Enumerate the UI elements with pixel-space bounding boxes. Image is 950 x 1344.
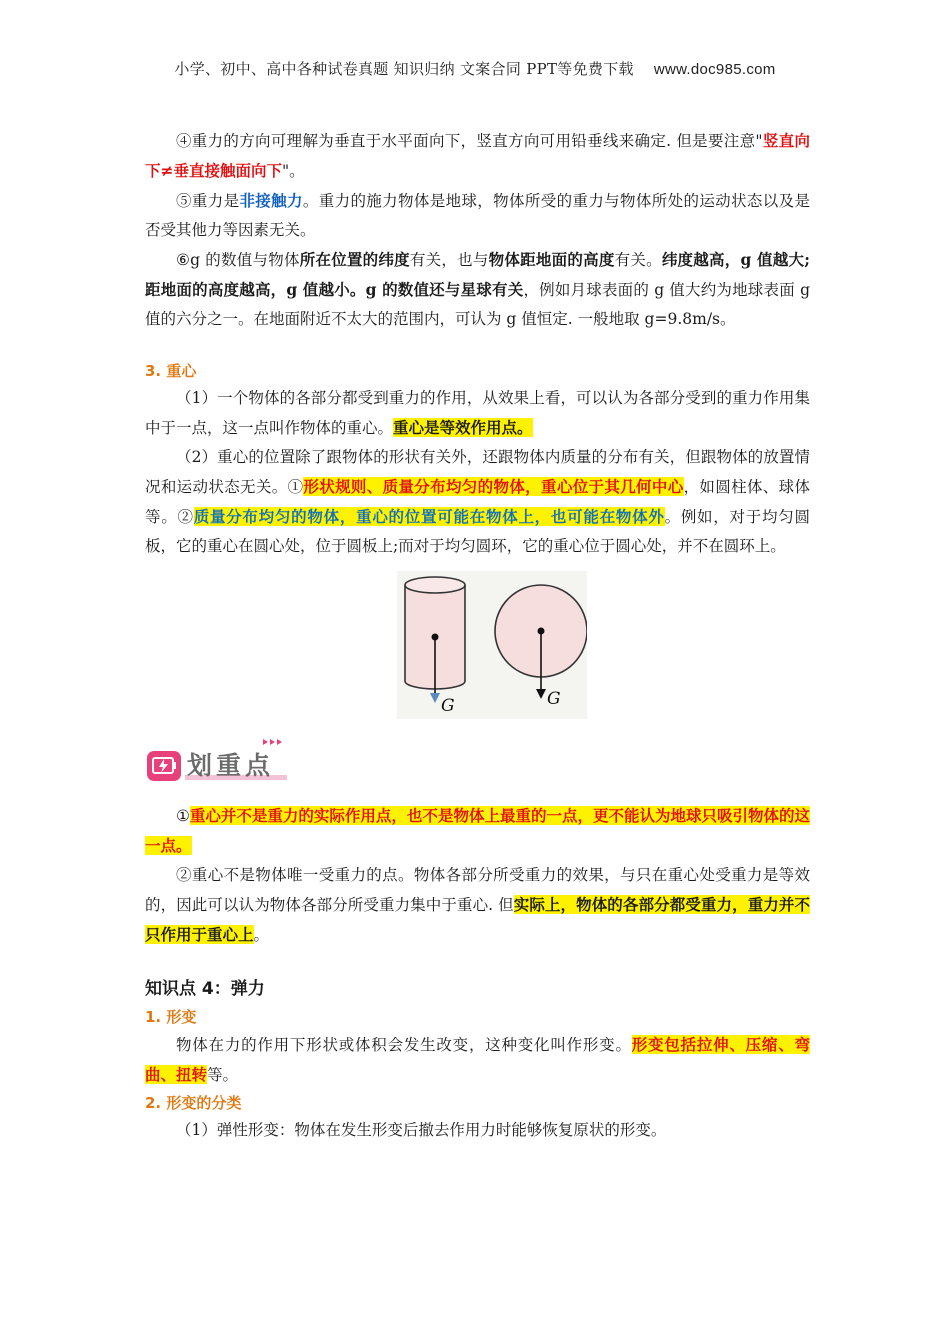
text: 。 <box>253 926 270 944</box>
text: 。例如，对于均匀圆板，它的重心在圆心处，位于圆板上;而对于均匀圆环，它的重心位于圆心处，并不在圆环上。 <box>145 508 810 555</box>
lightning-battery-icon <box>147 751 181 781</box>
cylinder-g-label: G <box>441 696 455 716</box>
header-text: 小学、初中、高中各种试卷真题 知识归纳 文案合同 PPT等免费下载 <box>174 60 634 78</box>
header-url[interactable]: www.doc985.com <box>653 61 776 78</box>
text: ，如圆柱体、球体等。② <box>145 478 810 526</box>
highlight-red: 形变包括拉伸、压缩、弯曲、扭转 <box>145 1035 810 1084</box>
bold-text: 所在位置的纬度 <box>299 250 410 269</box>
bold-text: 物体距地面的高度 <box>488 250 615 269</box>
paragraph-g-value <box>145 245 810 334</box>
cog-figure <box>397 571 587 719</box>
document-body <box>145 126 810 1145</box>
cog-figure-svg <box>397 571 587 719</box>
highlight: 实际上，物体的各部分都受重力，重力并不只作用于重心上 <box>145 895 810 944</box>
text: 有关，也与 <box>409 251 489 269</box>
highlight-red: 重心并不是重力的实际作用点，也不是物体上最重的一点，更不能认为地球只吸引物体的这一点。 <box>145 806 810 855</box>
paragraph-gravity-direction <box>145 126 810 186</box>
disk-g-label: G <box>547 689 561 709</box>
keypoint-2 <box>145 861 810 950</box>
text: ① <box>176 807 190 825</box>
section-title-deformation: 1. 形变 <box>145 1008 197 1026</box>
paragraph-noncontact-force <box>145 186 810 245</box>
section-title-deformation-types: 2. 形变的分类 <box>145 1094 242 1112</box>
text: ⑤重力是 <box>176 192 240 210</box>
blue-emphasis: 非接触力 <box>239 191 303 210</box>
text: ②重心不是物体唯一受重力的点。物体各部分所受重力的效果，与只在重心处受重力是等效的，因此可以认为物体各部分所受重力集中于重心. 但 <box>145 866 810 914</box>
section-title-center-of-gravity: 3. 重心 <box>145 362 197 380</box>
text: ④重力的方向可理解为垂直于水平面向下，竖直方向可用铅垂线来确定. 但是要注意" <box>176 132 763 150</box>
heading-knowledge-point-4: 知识点 4：弹力 <box>145 979 265 999</box>
badge-text: 划重点 <box>187 751 275 780</box>
bold-text: 纬度越高，g 值越大;距地面的高度越高，g 值越小。g 的数值还与星球有关 <box>145 250 810 299</box>
highlight-red: 形状规则、质量分布均匀的物体，重心位于其几何中心 <box>303 477 684 496</box>
paragraph-elastic-deformation: （1）弹性形变：物体在发生形变后撤去作用力时能够恢复原状的形变。 <box>176 1121 667 1139</box>
text: 物体在力的作用下形状或体积会发生改变，这种变化叫作形变。 <box>176 1036 632 1054</box>
paragraph-cog-definition <box>145 384 810 443</box>
highlight-blue: 质量分布均匀的物体，重心的位置可能在物体上，也可能在物体外 <box>193 507 665 526</box>
text: ⑥g 的数值与物体 <box>176 251 300 269</box>
text: 有关。 <box>614 251 662 269</box>
text: （1）一个物体的各部分都受到重力的作用，从效果上看，可以认为各部分受到的重力作用集中于一点，这一点叫作物体的重心。 <box>145 389 810 437</box>
highlight: 重心是等效作用点。 <box>393 418 533 437</box>
key-point-badge <box>145 737 295 785</box>
key-point-badge-svg <box>145 737 295 785</box>
text: （2）重心的位置除了跟物体的形状有关外，还跟物体内质量的分布有关，但跟物体的放置情况和运动状态无关。① <box>145 448 810 496</box>
text: "。 <box>282 162 305 180</box>
text: 。重力的施力物体是地球，物体所受的重力与物体所处的运动状态以及是否受其他力等因素无关。 <box>145 192 810 239</box>
text: 等。 <box>207 1066 239 1084</box>
paragraph-deformation <box>145 1030 810 1090</box>
text: ，例如月球表面的 g 值大约为地球表面 g 值的六分之一。在地面附近不太大的范围内，可认为 g 值恒定. 一般地取 g=9.8m/s。 <box>145 281 810 328</box>
page-header <box>0 58 950 79</box>
red-emphasis: 竖直向下≠垂直接触面向下 <box>145 131 810 180</box>
paragraph-cog-position <box>145 443 810 561</box>
keypoint-1 <box>145 801 810 861</box>
